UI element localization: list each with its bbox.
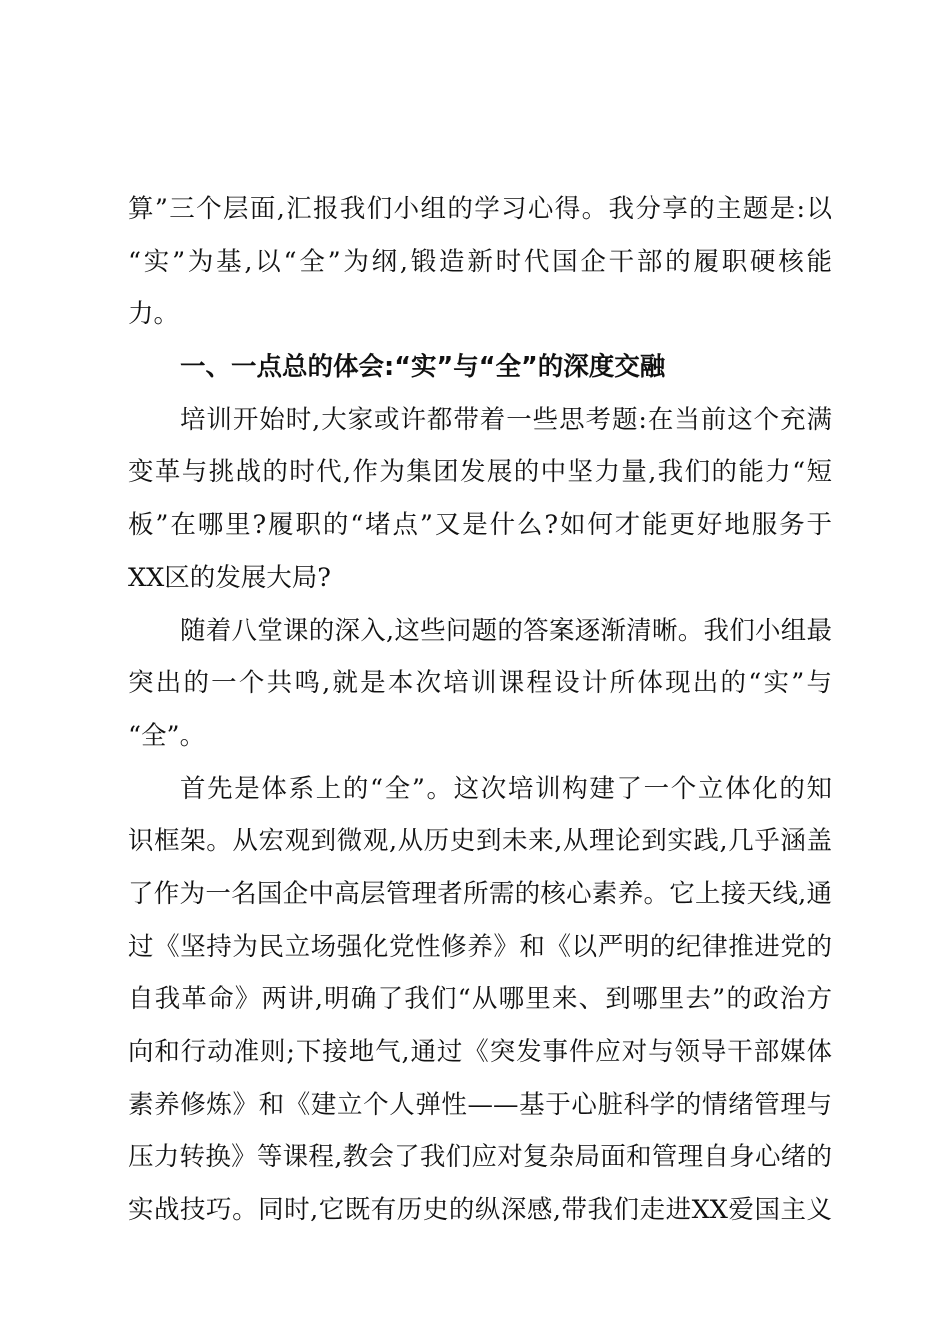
paragraph-line: 变革与挑战的时代,作为集团发展的中坚力量,我们的能力“短	[128, 457, 832, 488]
paragraph-line: 实战技巧。同时,它既有历史的纵深感,带我们走进XX爱国主义	[128, 1195, 832, 1226]
paragraph-line: 算”三个层面,汇报我们小组的学习心得。我分享的主题是:以	[128, 194, 832, 224]
paragraph-line: 随着八堂课的深入,这些问题的答案逐渐清晰。我们小组最	[180, 615, 832, 646]
paragraph-line: 培训开始时,大家或许都带着一些思考题:在当前这个充满	[180, 404, 832, 435]
document-body	[128, 183, 832, 1237]
paragraph-line: 向和行动准则;下接地气,通过《突发事件应对与领导干部媒体	[128, 1037, 832, 1067]
paragraph-line: 了作为一名国企中高层管理者所需的核心素养。它上接天线,通	[128, 878, 832, 909]
paragraph-line: 素养修炼》和《建立个人弹性——基于心脏科学的情绪管理与	[128, 1089, 832, 1120]
paragraph-line: 压力转换》等课程,教会了我们应对复杂局面和管理自身心绪的	[128, 1142, 832, 1173]
section-heading: 一、一点总的体会:“实”与“全”的深度交融	[180, 352, 666, 383]
paragraph-line: “全”。	[128, 720, 206, 751]
paragraph-line: 首先是体系上的“全”。这次培训构建了一个立体化的知	[180, 773, 832, 804]
paragraph-line: 识框架。从宏观到微观,从历史到未来,从理论到实践,几乎涵盖	[128, 826, 832, 857]
paragraph-line: 力。	[128, 299, 180, 330]
paragraph-line: 自我革命》两讲,明确了我们“从哪里来、到哪里去”的政治方	[128, 984, 832, 1015]
paragraph-line: XX区的发展大局?	[128, 562, 331, 593]
paragraph-line: 突出的一个共鸣,就是本次培训课程设计所体现出的“实”与	[128, 668, 832, 699]
paragraph-line: 过《坚持为民立场强化党性修养》和《以严明的纪律推进党的	[128, 931, 832, 962]
paragraph-line: 板”在哪里?履职的“堵点”又是什么?如何才能更好地服务于	[128, 510, 832, 541]
paragraph-line: “实”为基,以“全”为纲,锻造新时代国企干部的履职硬核能	[128, 246, 832, 277]
